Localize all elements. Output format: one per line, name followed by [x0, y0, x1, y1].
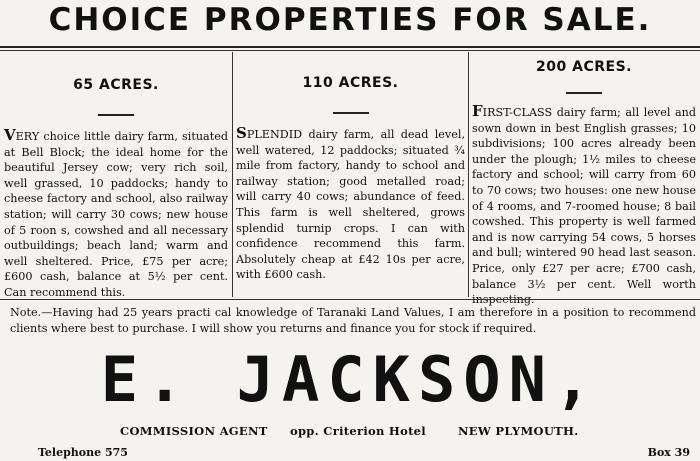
- column-divider: [468, 52, 469, 297]
- listing-heading: 65 ACRES.: [73, 77, 159, 93]
- top-rule-thin: [0, 50, 700, 51]
- heading-dash: [333, 112, 369, 114]
- headline: CHOICE PROPERTIES FOR SALE.: [48, 2, 652, 38]
- listing-heading: 200 ACRES.: [536, 59, 632, 75]
- agent-location: opp. Criterion Hotel: [290, 424, 426, 438]
- agent-note: Note.—Having had 25 years practi cal knowledge of Taranaki Land Values, I am therefore in a position to recommend clients where best to purchase. I will show you returns and finance you for stock if required.: [10, 306, 696, 335]
- telephone-number: Telephone 575: [38, 446, 128, 459]
- drop-cap: F: [472, 102, 483, 120]
- listing-200-acres: [470, 52, 698, 307]
- listing-body: PLENDID dairy farm, all dead level, well watered, 12 paddocks; situated ¾ mile from factory, handy to school and railway station; good metalled road; will carry 40 cows; abundance of feed. This farm is well sheltered, grows splendid turnip crops. I can with confidence recommend this farm. Absolutely cheap at £42 10s per acre, with £600 cash.: [236, 128, 465, 282]
- box-number: Box 39: [647, 446, 690, 459]
- listing-description: [4, 128, 228, 301]
- agent-name: E. JACKSON,: [100, 343, 600, 416]
- listing-110-acres: [234, 52, 467, 297]
- agent-role: COMMISSION AGENT: [120, 424, 268, 438]
- listing-description: [236, 126, 465, 283]
- heading-dash: [98, 114, 134, 116]
- heading-dash: [566, 92, 602, 94]
- listing-body: ERY choice little dairy farm, situated at Bell Block; the ideal home for the beautiful Jersey cow; very rich soil, well grassed, 10 paddocks; handy to cheese factory and school, also railway station; will carry 30 cows; new house of 5 roon s, cowshed and all necessary outbuildings; beach land; warm and well sheltered. Price, £75 per acre; £600 cash, balance at 5½ per cent. Can recommend this.: [4, 130, 228, 299]
- listing-body: IRST-CLASS dairy farm; all level and sown down in best English grasses; 10 subdivisions; 100 acres already been under the plough; 1½ miles to cheese factory and school; will carry from 60 to 70 cows; two houses: one new house of 4 rooms, and 7-roomed house; 8 bail cowshed. This property is well farmed and is now carrying 54 cows, 5 horses and bull; wintered 90 head last season. Price, only £27 per acre; £700 cash, balance 3½ per cent. Well worth inspecting.: [472, 106, 696, 307]
- listing-heading: 110 ACRES.: [302, 75, 399, 91]
- bottom-rule: [0, 299, 700, 300]
- column-divider: [232, 52, 233, 297]
- listing-description: [472, 104, 696, 308]
- listing-65-acres: [2, 52, 230, 297]
- drop-cap: S: [236, 124, 247, 142]
- agent-city: NEW PLYMOUTH.: [458, 424, 579, 438]
- top-rule: [0, 46, 700, 48]
- drop-cap: V: [4, 126, 16, 144]
